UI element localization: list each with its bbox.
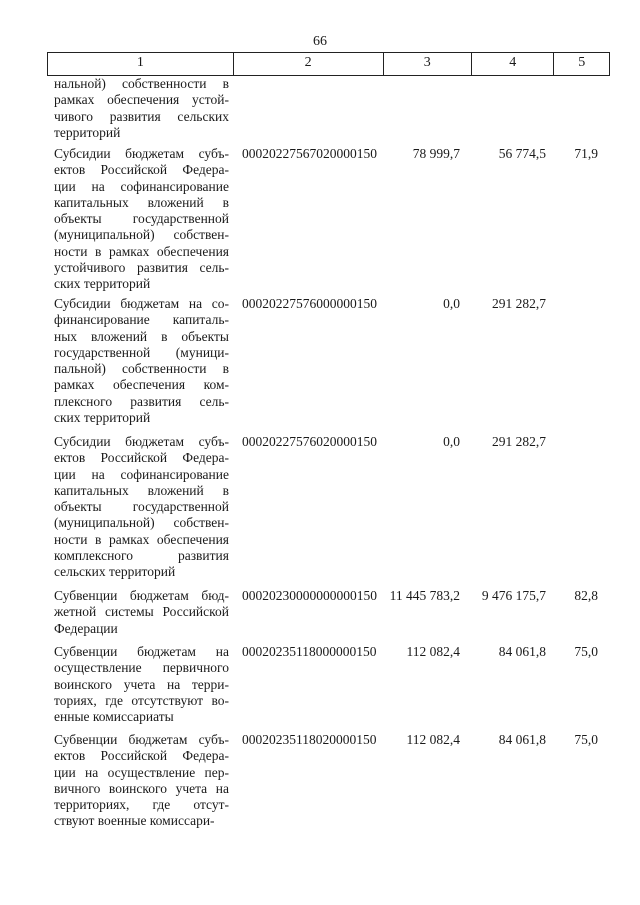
- description-line: устойчивого развития сель-: [54, 260, 229, 276]
- description-line: ствуют военные комиссари-: [54, 813, 215, 829]
- description-line: территориях, где отсут-: [54, 797, 229, 813]
- description-line: ных вложений в объекты: [54, 328, 229, 344]
- row-value-col4: 56 774,5: [498, 146, 546, 161]
- description-line: Субвенции бюджетам бюд-: [54, 588, 229, 603]
- row-value-col3: 78 999,7: [412, 146, 460, 161]
- description-line: Субвенции бюджетам на: [54, 644, 229, 659]
- description-line: ности в рамках обеспечения: [54, 531, 229, 547]
- row-value-col3: 0,0: [443, 434, 460, 449]
- description-line: жетной системы Российской: [54, 604, 229, 620]
- description-line: Субсидии бюджетам на со-: [54, 296, 229, 311]
- description-line: объекты государственной: [54, 499, 229, 515]
- description-line: плексного развития сель-: [54, 393, 229, 409]
- description-line: комплексного развития: [54, 548, 229, 564]
- description-line: ектов Российской Федера-: [54, 450, 229, 466]
- row-description: [54, 644, 229, 725]
- description-line: Субсидии бюджетам субъ-: [54, 146, 229, 161]
- row-value-col5: 82,8: [574, 588, 598, 603]
- description-line: территорий: [54, 124, 121, 140]
- description-line: ции на софинансирование: [54, 466, 229, 482]
- description-line: ториях, где отсутствуют во-: [54, 692, 229, 708]
- row-code: 00020227576000000150: [242, 296, 377, 311]
- description-line: капитальных вложений в: [54, 482, 229, 498]
- description-line: государственной (муници-: [54, 344, 229, 360]
- description-line: ности в рамках обеспечения: [54, 243, 229, 259]
- description-line: вичного воинского учета на: [54, 780, 229, 796]
- row-description: [54, 146, 229, 293]
- description-line: ских территорий: [54, 276, 151, 292]
- description-line: осуществление первичного: [54, 660, 229, 676]
- row-value-col3: 112 082,4: [406, 732, 460, 747]
- row-value-col5: 75,0: [574, 732, 598, 747]
- row-value-col5: 75,0: [574, 644, 598, 659]
- description-line: сельских территорий: [54, 564, 176, 580]
- row-code: 00020227576020000150: [242, 434, 377, 449]
- table-header: [47, 52, 610, 76]
- row-description: [54, 732, 229, 830]
- description-line: (муниципальной) собствен-: [54, 515, 229, 531]
- description-line: ции на софинансирование: [54, 178, 229, 194]
- description-line: рамках обеспечения устой-: [54, 92, 229, 108]
- row-value-col4: 291 282,7: [492, 296, 546, 311]
- row-value-col4: 84 061,8: [498, 644, 546, 659]
- description-line: воинского учета на терри-: [54, 676, 229, 692]
- row-value-col4: 84 061,8: [498, 732, 546, 747]
- row-description: [54, 76, 229, 141]
- description-line: пальной) собственности в: [54, 361, 229, 377]
- row-code: 00020235118020000150: [242, 732, 377, 747]
- header-col-1: 1: [47, 53, 233, 75]
- description-line: объекты государственной: [54, 211, 229, 227]
- row-description: [54, 434, 229, 581]
- header-col-5: 5: [553, 53, 610, 75]
- description-line: чивого развития сельских: [54, 108, 229, 124]
- row-code: 00020230000000000150: [242, 588, 377, 603]
- header-col-4: 4: [471, 53, 553, 75]
- description-line: капитальных вложений в: [54, 194, 229, 210]
- description-line: ектов Российской Федера-: [54, 162, 229, 178]
- description-line: нальной) собственности в: [54, 76, 229, 91]
- description-line: рамках обеспечения ком-: [54, 377, 229, 393]
- row-value-col3: 112 082,4: [406, 644, 460, 659]
- row-code: 00020227567020000150: [242, 146, 377, 161]
- row-description: [54, 296, 229, 426]
- row-value-col5: 71,9: [574, 146, 598, 161]
- row-value-col3: 0,0: [443, 296, 460, 311]
- description-line: ектов Российской Федера-: [54, 748, 229, 764]
- page-number: 66: [313, 34, 327, 49]
- row-value-col4: 291 282,7: [492, 434, 546, 449]
- description-line: Субвенции бюджетам субъ-: [54, 732, 229, 747]
- description-line: Субсидии бюджетам субъ-: [54, 434, 229, 449]
- row-value-col4: 9 476 175,7: [481, 588, 546, 603]
- description-line: ских территорий: [54, 410, 151, 426]
- description-line: ции на осуществление пер-: [54, 764, 229, 780]
- description-line: енные комиссариаты: [54, 709, 174, 725]
- description-line: финансирование капиталь-: [54, 312, 229, 328]
- row-description: [54, 588, 229, 637]
- header-col-2: 2: [233, 53, 383, 75]
- row-code: 00020235118000000150: [242, 644, 377, 659]
- description-line: Федерации: [54, 620, 118, 636]
- description-line: (муниципальной) собствен-: [54, 227, 229, 243]
- header-col-3: 3: [383, 53, 471, 75]
- row-value-col3: 11 445 783,2: [389, 588, 460, 603]
